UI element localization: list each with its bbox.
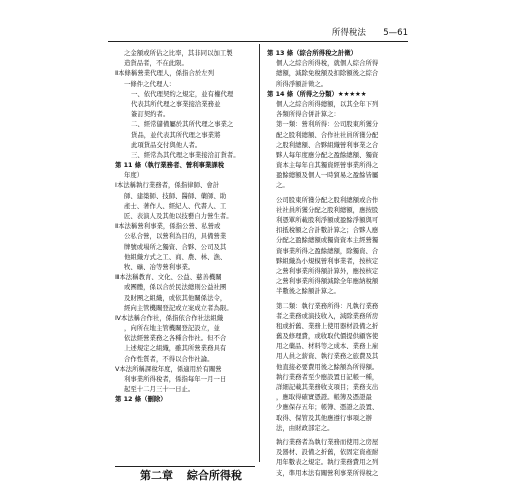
text-line: 總額，減除免稅額及扣除額後之綜合 xyxy=(276,69,379,78)
chapter-title: 綜合所得稅 xyxy=(186,469,242,482)
text-line: 第一類：營利所得：公司股東所獲分 xyxy=(276,120,379,129)
text-line: 所得淨額計徵之。 xyxy=(276,79,328,88)
column-divider xyxy=(259,44,260,462)
text-line: 牌號或場所之獨資、合夥、公司及其 xyxy=(124,242,227,251)
text-line: 執行業務者為執行業務而使用之房屋 xyxy=(276,437,379,446)
text-line: 用人員之薪資、執行業務之旅費及其 xyxy=(276,352,379,361)
text-line: ，應取得確實憑證。帳簿及憑證最 xyxy=(276,393,372,402)
text-line: Ⅳ本法稱合作社，係指依合作社法組織 xyxy=(115,313,224,322)
text-line: 或團體，係以合於民法總則公益社團 xyxy=(124,283,227,292)
text-line: 各類所得合併計算之： xyxy=(276,110,340,119)
page-number: 5—61 xyxy=(383,28,408,38)
text-line: 之營利事業所得額減除全年應納稅額 xyxy=(276,277,379,286)
text-line: 起至十二月三十一日止。 xyxy=(124,385,195,394)
text-line: 二、經常儲備屬於其所代理之事業之 xyxy=(131,120,234,129)
text-line: 公私合營，以營利為目的，具備營業 xyxy=(124,232,227,241)
right-column xyxy=(267,48,404,478)
text-line: 代表其所代理之事業接洽業務並 xyxy=(131,99,221,108)
text-line: 法，由財政部定之。 xyxy=(276,423,334,432)
text-line: 一條件之代理人： xyxy=(124,79,176,88)
text-line: 扣抵稅額之合計數計算之；合夥人應 xyxy=(276,226,379,235)
article-heading: 第 13 條（綜合所得稅之計徵） xyxy=(267,49,358,57)
left-column xyxy=(115,48,255,405)
text-line: 師、建築師、技師、醫師、藥師、助 xyxy=(124,191,227,200)
chapter-number: 第二章 xyxy=(140,469,173,482)
text-line: 及器材、設備之折舊，依固定資產耐 xyxy=(276,448,379,457)
text-line: 公司股東所獲分配之股利總額或合作 xyxy=(276,195,379,204)
header-title: 所得稅法 xyxy=(331,28,366,38)
text-line: 上述規定之組織，雖其所營業務具有 xyxy=(124,344,227,353)
text-line: 之。 xyxy=(276,181,289,190)
text-line: 一、依代理契約之規定，並有權代理 xyxy=(131,89,234,98)
text-line: 資事業所得之盈餘總額，除獨資、合 xyxy=(276,246,379,255)
text-line: Ⅲ本法稱教育、文化、公益、慈善機關 xyxy=(115,273,222,282)
text-line: 之金額或所佔之比率，其非同以加工製 xyxy=(124,49,233,57)
text-line: 社社員所獲分配之股利總額，應按股 xyxy=(276,205,379,214)
text-line: 三、經常為其代理之事業接洽訂貨者。 xyxy=(131,150,240,159)
text-line: 半數後之餘額計算之。 xyxy=(276,287,340,296)
text-line: 此項貨品交付與他人者。 xyxy=(131,140,202,149)
text-line: 分配之盈餘總額或獨資資本主經營獨 xyxy=(276,236,379,245)
text-line: 取得、保管及其他應遵行事項之辦 xyxy=(276,413,372,422)
header-rule xyxy=(108,41,408,42)
article-heading: 第 14 條（所得之分類）★★★★★ xyxy=(267,89,367,98)
text-line: 執行業務者至少應設置日記帳一種， xyxy=(276,372,379,381)
text-line: 經向主管機關登記或立案成立者為限。 xyxy=(124,303,233,312)
text-line: 造貨品者，不在此限。 xyxy=(124,59,188,68)
text-line: 他直接必要費用後之餘額為所得額。 xyxy=(276,362,379,371)
text-line: Ⅴ本法所稱課稅年度，係適用於有關營 xyxy=(115,364,222,373)
text-line: 個人之綜合所得總額，以其全年下列 xyxy=(276,99,379,108)
text-line: 利憑單所載股利淨額或盈餘淨額與可 xyxy=(276,216,379,224)
text-line: 用之藥品、材料等之成本、業務上雇 xyxy=(276,342,379,351)
text-line: 盈餘總額及個人一時貿易之盈餘皆屬 xyxy=(276,171,379,180)
article-heading: 第 12 條（刪除） xyxy=(115,395,167,404)
text-line: 個人之綜合所得稅，就個人綜合所得 xyxy=(276,59,379,68)
text-line: 舊及修理費，或收取代價提供顧客使 xyxy=(276,332,379,341)
text-line: 利事業所得稅者，係指每年一月一日 xyxy=(124,375,227,383)
text-line: 依法經營業務之各種合作社。但不合 xyxy=(124,334,227,343)
text-line: ，向所在地主管機關登記設立，並 xyxy=(124,324,220,333)
text-line: 支，準用本法有關營利事業所得稅之 xyxy=(276,468,379,477)
text-line: 租或折舊、業務上使用器材設備之折 xyxy=(276,321,379,330)
text-line: 之營利事業所得額計算外，應按核定 xyxy=(276,266,379,275)
text-line: 他組織方式之工、商、農、林、漁、 xyxy=(124,252,227,261)
text-line: Ⅰ本法稱執行業務者，係指律師、會計 xyxy=(115,181,220,190)
running-header xyxy=(108,25,408,41)
text-line: 者之業務或演技收入，減除業務所房 xyxy=(276,311,379,320)
text-line: Ⅱ本條稱營業代理人，係指合於左列 xyxy=(115,69,215,78)
text-line: 少應保存五年；帳簿、憑證之設置、 xyxy=(276,403,379,412)
text-line: 第二類：執行業務所得：凡執行業務 xyxy=(276,301,379,310)
text-line: 配之股利總額、合作社社員所獲分配 xyxy=(276,130,379,139)
text-line: 簽訂契約者。 xyxy=(131,110,170,119)
article-heading: 第 11 條（執行業務者、營利事業課稅 xyxy=(115,161,225,170)
text-line: 貨品，並代表其所代理之事業將 xyxy=(131,130,221,139)
text-line: 產士、著作人、經紀人、代書人、工 xyxy=(124,201,227,210)
text-line: Ⅱ本法稱營利事業，係指公營、私營或 xyxy=(115,222,221,231)
text-line: 夥組織為小規模營利事業者，按核定 xyxy=(276,256,379,265)
text-line: 資本主每年自其獨資經營事業所得之 xyxy=(276,161,379,170)
chapter-heading xyxy=(115,466,255,485)
text-line: 合作性質者，不得以合作社論。 xyxy=(124,354,214,363)
text-line: 匠、表演人及其他以技藝自力營生者。 xyxy=(124,212,233,220)
text-line: 牧、礦、冶等營利事業。 xyxy=(124,262,195,271)
text-line: 及財團之組織，或依其他關係法令， xyxy=(124,293,227,302)
text-line: 詳細記載其業務收支項目；業務支出 xyxy=(276,383,379,391)
text-line: 夥人每年度應分配之盈餘總額、獨資 xyxy=(276,150,379,159)
text-line: 之股利總額、合夥組織營利事業之合 xyxy=(276,140,379,149)
text-line: 年度） xyxy=(124,171,144,180)
text-line: 用年數表之規定。執行業務費用之列 xyxy=(276,458,379,467)
